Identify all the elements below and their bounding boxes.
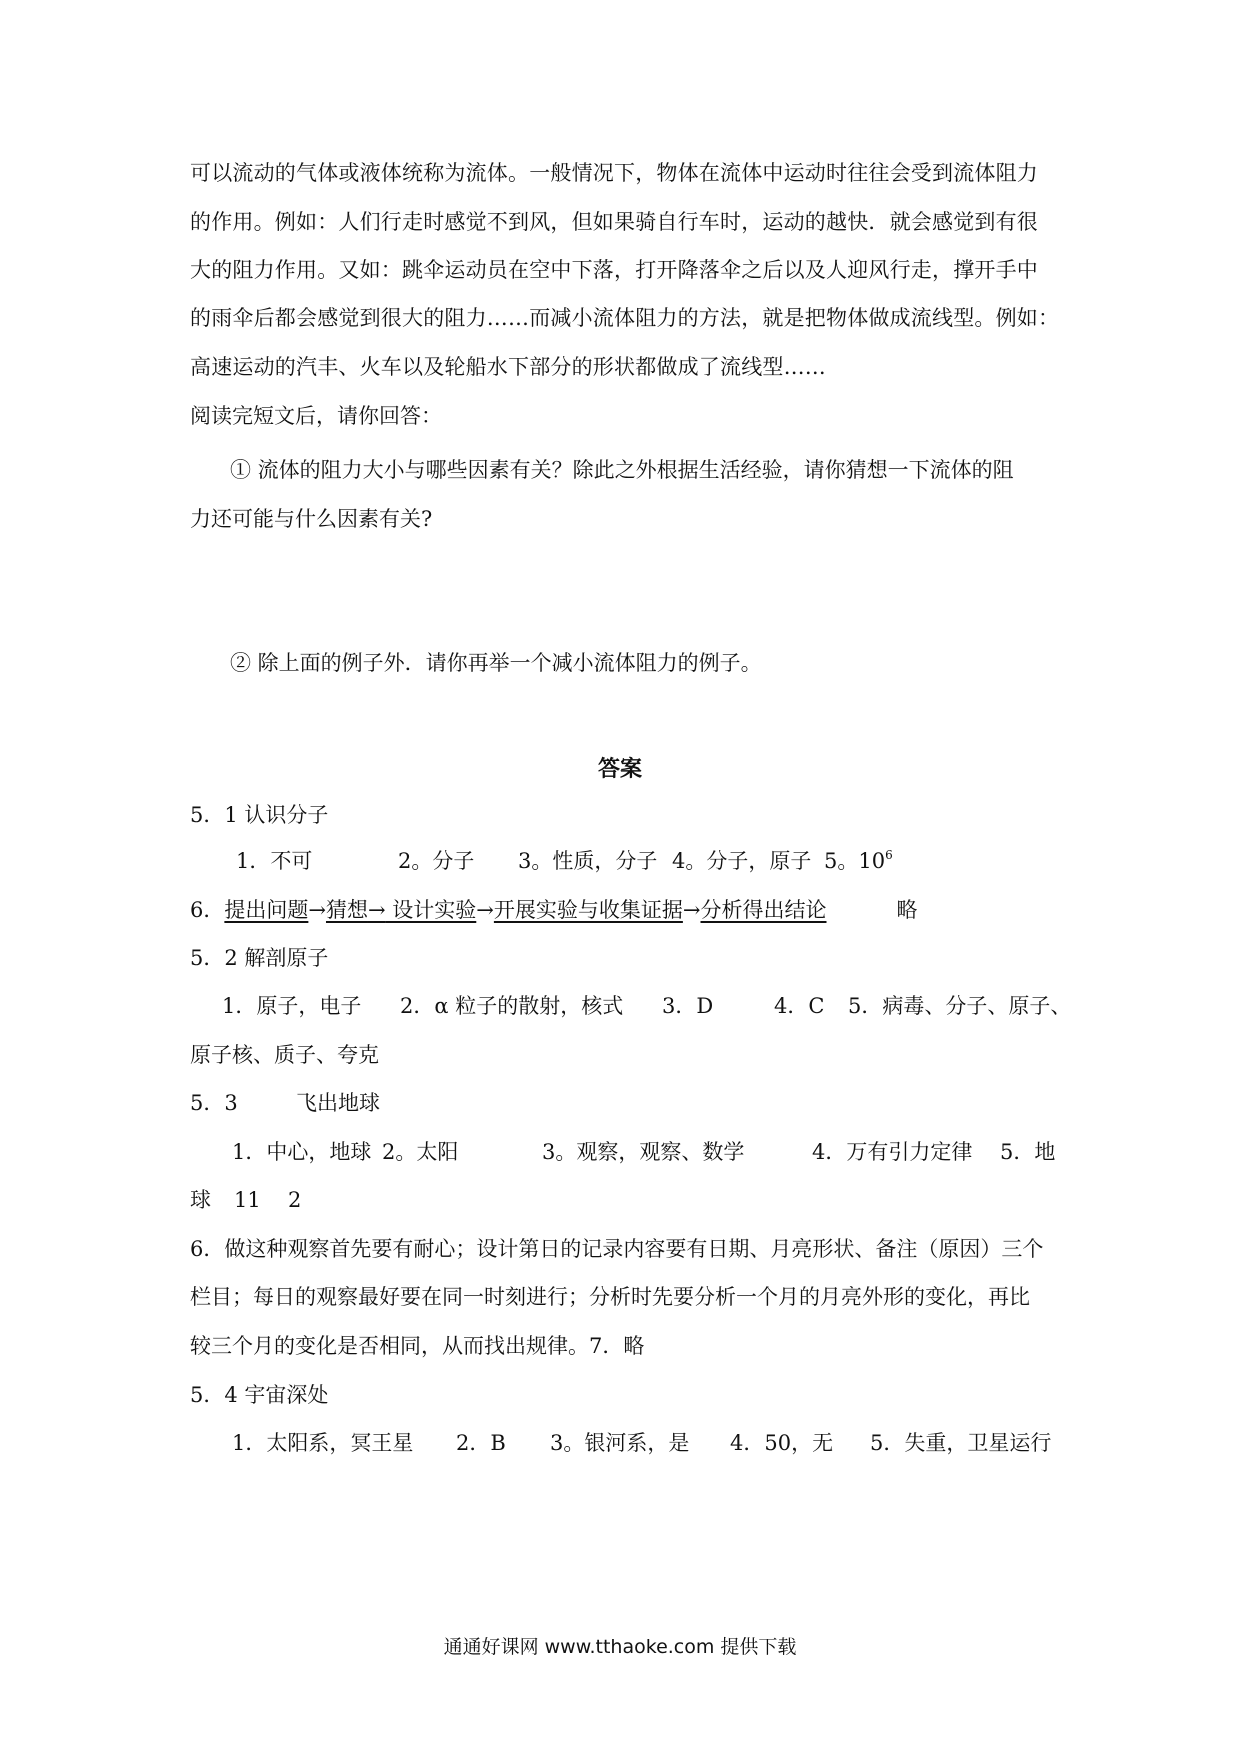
exponent: 6 <box>885 848 893 862</box>
q6-step: 猜想 <box>325 898 368 922</box>
section-5-3-q6-line-3: 较三个月的变化是否相同，从而找出规律。7．略 <box>190 1334 645 1358</box>
arrow: → <box>367 898 386 922</box>
section-5-2-heading: 5．2 解剖原子 <box>190 946 329 970</box>
answer-item: 4。分子，原子 <box>672 849 812 873</box>
continuation-number: 11 <box>234 1188 261 1212</box>
section-5-2-continuation: 原子核、质子、夸克 <box>190 1043 379 1067</box>
q6-step: 开展实验与收集证据 <box>493 898 683 922</box>
answer-item: 2．B <box>456 1431 506 1455</box>
arrow: → <box>682 898 701 922</box>
section-title: 飞出地球 <box>296 1091 380 1115</box>
section-number: 5．3 <box>190 1091 238 1115</box>
continuation-text: 球 <box>190 1188 211 1212</box>
answer-item: 4．50，无 <box>730 1431 834 1455</box>
passage-line-4: 的雨伞后都会感觉到很大的阻力……而减小流体阻力的方法，就是把物体做成流线型。例如： <box>190 306 1060 330</box>
section-5-1-q6 <box>190 895 1060 925</box>
answers-title: 答案 <box>597 757 642 782</box>
continuation-number: 2 <box>288 1188 302 1212</box>
passage-line-3: 大的阻力作用。又如：跳伞运动员在空中下落，打开降落伞之后以及人迎风行走，撑开手中 <box>190 258 1038 282</box>
answer-item: 2。分子 <box>398 849 475 873</box>
q6-step: 提出问题 <box>224 898 309 922</box>
answer-item: 5．失重，卫星运行 <box>870 1431 1052 1455</box>
answer-item: 2。太阳 <box>382 1140 459 1164</box>
arrow: → <box>308 898 326 922</box>
answer-item: 1．中心，地球 <box>232 1140 372 1164</box>
q6-step: 分析得出结论 <box>700 898 827 922</box>
question-2: ② 除上面的例子外．请你再举一个减小流体阻力的例子。 <box>230 651 762 675</box>
page-footer: 通通好课网 www.tthaoke.com 提供下载 <box>443 1636 797 1658</box>
answer-item: 4．万有引力定律 <box>812 1140 973 1164</box>
answer-item: 4．C <box>774 994 825 1018</box>
answer-item: 1．原子，电子 <box>222 994 362 1018</box>
question-1-line-2: 力还可能与什么因素有关? <box>190 507 433 531</box>
answer-item <box>824 846 893 876</box>
arrow: → <box>476 898 494 922</box>
q6-label: 6． <box>190 898 225 922</box>
answer-item: 3．D <box>662 994 714 1018</box>
section-5-3-q6-line-1: 6．做这种观察首先要有耐心；设计第日的记录内容要有日期、月亮形状、备注（原因）三个 <box>190 1237 1044 1261</box>
passage-line-2: 的作用。例如：人们行走时感觉不到风，但如果骑自行车时，运动的越快．就会感觉到有很 <box>190 210 1038 234</box>
answer-item: 3。银河系，是 <box>550 1431 690 1455</box>
q6-step: 设计实验 <box>385 898 477 922</box>
passage-line-5: 高速运动的汽丰、火车以及轮船水下部分的形状都做成了流线型…… <box>190 355 826 379</box>
reading-prompt: 阅读完短文后，请你回答： <box>190 404 442 428</box>
section-5-1-heading: 5．1 认识分子 <box>190 803 329 827</box>
answer-value: 5。10 <box>824 849 886 873</box>
answer-item: 1．太阳系，冥王星 <box>232 1431 414 1455</box>
answer-item: 5．病毒、分子、原子、 <box>848 994 1072 1018</box>
answer-item: 2．α 粒子的散射，核式 <box>400 994 624 1018</box>
answer-item: 5．地 <box>1000 1140 1056 1164</box>
section-5-3-q6-line-2: 栏目；每日的观察最好要在同一时刻进行；分析时先要分析一个月的月亮外形的变化，再比 <box>190 1285 1030 1309</box>
section-5-4-heading: 5．4 宇宙深处 <box>190 1383 329 1407</box>
passage-line-1: 可以流动的气体或液体统称为流体。一般情况下，物体在流体中运动时往往会受到流体阻力 <box>190 161 1038 185</box>
answer-item: 3。观察，观察、数学 <box>542 1140 745 1164</box>
q6-tail: 略 <box>896 898 918 922</box>
answer-item: 1．不可 <box>236 849 313 873</box>
answer-item: 3。性质，分子 <box>518 849 658 873</box>
question-1-line-1: ① 流体的阻力大小与哪些因素有关？除此之外根据生活经验，请你猜想一下流体的阻 <box>230 458 1014 482</box>
